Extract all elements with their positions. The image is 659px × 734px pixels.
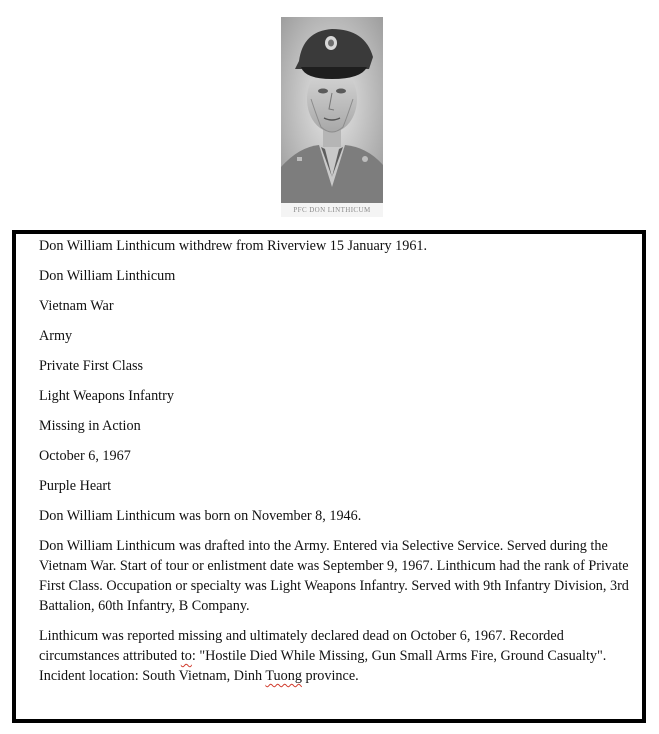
full-name: Don William Linthicum [39,268,176,284]
casualty-date: October 6, 1967 [39,448,131,464]
spelling-flag-to: to [180,648,192,664]
rank: Private First Class [39,358,144,374]
service-paragraph: Don William Linthicum was drafted into the Army. Entered via Selective Service. Served during the Vietnam War. Start of tour or enlistment date was September 9, 1967. Linthicum had the rank of Private First Class. Occupation or specialty was Light Weapons Infantry. Served with 9th Infantry Division, 3rd Battalion, 60th Infantry, B Company. [39,538,629,614]
photo-caption: PFC DON LINTHICUM [293,206,371,214]
withdrawal-note: Don William Linthicum withdrew from Riverview 15 January 1961. [39,238,428,254]
circumstances-paragraph [39,626,631,686]
spelling-flag-tuong: Tuong [265,668,302,684]
birth-statement: Don William Linthicum was born on November 8, 1946. [39,508,362,524]
soldier-portrait-image [281,17,383,217]
award: Purple Heart [39,478,112,494]
service-branch: Army [39,328,73,344]
casualty-status: Missing in Action [39,418,141,434]
portrait-photo [281,17,383,217]
circumstances-text-2: : "Hostile Died While Missing, Gun Small Arms Fire, Ground Casualty". Incident location: South Vietnam, Dinh [39,648,607,684]
biography-content [39,236,631,696]
circumstances-text-1: Linthicum was reported missing and ultimately declared dead on October 6, 1967. Recorded circumstances attributed [39,628,564,664]
circumstances-text-3: province. [301,668,359,684]
conflict: Vietnam War [39,298,114,314]
specialty: Light Weapons Infantry [39,388,174,404]
biography-box [12,230,646,723]
